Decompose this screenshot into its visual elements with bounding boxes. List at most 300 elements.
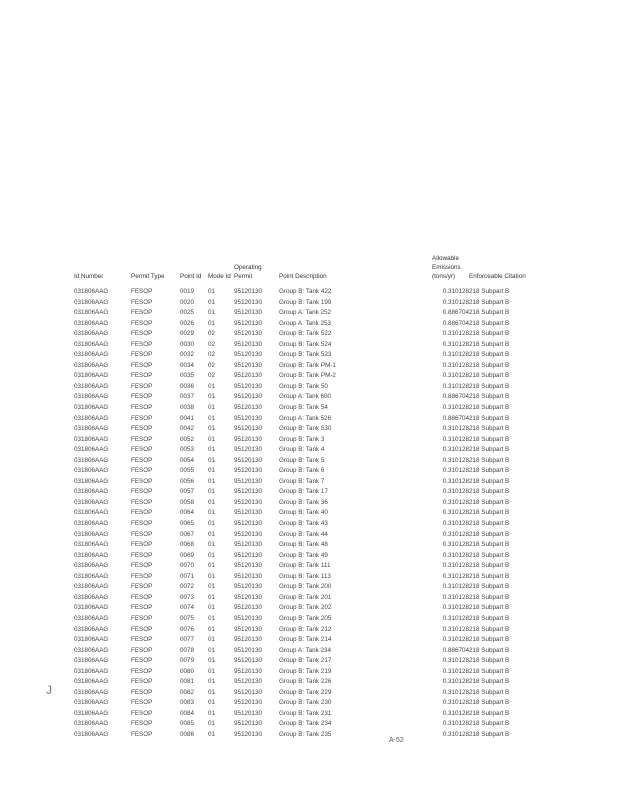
cell-mode-id: 01 (208, 309, 216, 317)
cell-point-id: 0077 (180, 636, 195, 644)
cell-point-description: Group B: Tank 199 (279, 298, 332, 306)
table-row (74, 382, 549, 393)
table-row (74, 445, 549, 456)
table-row (74, 688, 549, 699)
cell-permit-type: FESOP (131, 340, 153, 348)
cell-allowable-emissions: 0.310128 (442, 678, 469, 686)
cell-enforceable-citation: 218 Subpart B (469, 709, 510, 717)
cell-mode-id: 02 (208, 351, 216, 359)
cell-point-description: Group B: Tank 200 (279, 583, 332, 591)
cell-allowable-emissions: 0.310128 (442, 361, 469, 369)
cell-id-number: 031806AAG (74, 530, 109, 538)
cell-permit-type: FESOP (131, 298, 153, 306)
cell-allowable-emissions: 0.310128 (442, 435, 469, 443)
table-row (74, 698, 549, 709)
cell-permit-type: FESOP (131, 393, 153, 401)
cell-point-description: Group B: Tank 201 (279, 593, 332, 601)
cell-enforceable-citation: 218 Subpart B (469, 593, 510, 601)
cell-allowable-emissions: 0.310128 (442, 541, 469, 549)
cell-id-number: 031806AAG (74, 699, 109, 707)
cell-allowable-emissions: 0.310128 (442, 467, 469, 475)
cell-point-id: 0026 (180, 319, 195, 327)
cell-point-id: 0073 (180, 593, 195, 601)
cell-point-id: 0058 (180, 498, 195, 506)
cell-allowable-emissions: 0.310128 (442, 382, 469, 390)
cell-operating-permit: 95120130 (234, 288, 263, 295)
cell-operating-permit: 95120130 (234, 372, 263, 380)
table-row (74, 350, 549, 361)
cell-permit-type: FESOP (131, 509, 153, 517)
cell-enforceable-citation: 218 Subpart B (469, 572, 510, 580)
cell-mode-id: 01 (208, 657, 216, 665)
cell-point-id: 0041 (180, 414, 195, 422)
cell-enforceable-citation: 218 Subpart B (469, 625, 510, 633)
cell-enforceable-citation: 218 Subpart B (469, 730, 510, 738)
cell-permit-type: FESOP (131, 604, 153, 612)
cell-enforceable-citation: 218 Subpart B (469, 298, 510, 306)
cell-id-number: 031806AAG (74, 330, 109, 338)
table-row (74, 414, 549, 425)
table-row (74, 540, 549, 551)
margin-mark: J (46, 683, 52, 697)
cell-id-number: 031806AAG (74, 551, 109, 559)
cell-allowable-emissions: 0.310128 (442, 488, 469, 496)
cell-enforceable-citation: 218 Subpart B (469, 562, 510, 570)
cell-operating-permit: 95120130 (234, 509, 263, 517)
cell-allowable-emissions: 0.310128 (442, 330, 469, 338)
cell-point-description: Group B: Tank 4 (279, 446, 325, 454)
cell-permit-type: FESOP (131, 467, 153, 475)
cell-id-number: 031806AAG (74, 625, 109, 633)
cell-operating-permit: 95120130 (234, 456, 263, 464)
emissions-table (74, 254, 549, 741)
cell-point-id: 0052 (180, 435, 195, 443)
cell-permit-type: FESOP (131, 551, 153, 559)
cell-point-id: 0020 (180, 298, 195, 306)
cell-permit-type: FESOP (131, 720, 153, 728)
table-row (74, 298, 549, 309)
cell-enforceable-citation: 218 Subpart B (469, 657, 510, 665)
cell-point-description: Group A: Tank 600 (279, 393, 332, 401)
cell-mode-id: 01 (208, 593, 216, 601)
cell-permit-type: FESOP (131, 309, 153, 317)
cell-operating-permit: 95120130 (234, 562, 263, 570)
cell-mode-id: 02 (208, 340, 216, 348)
cell-mode-id: 01 (208, 498, 216, 506)
cell-permit-type: FESOP (131, 435, 153, 443)
cell-allowable-emissions: 0.310128 (442, 657, 469, 665)
cell-allowable-emissions: 0.310128 (442, 593, 469, 601)
cell-permit-type: FESOP (131, 498, 153, 506)
table-row (74, 646, 549, 657)
cell-enforceable-citation: 218 Subpart B (469, 688, 510, 696)
cell-point-description: Group B: Tank 230 (279, 699, 332, 707)
cell-point-id: 0056 (180, 477, 195, 485)
cell-point-id: 0081 (180, 678, 195, 686)
cell-enforceable-citation: 218 Subpart B (469, 309, 510, 317)
cell-point-id: 0076 (180, 625, 195, 633)
cell-point-description: Group B: Tank 524 (279, 340, 332, 348)
cell-operating-permit: 95120130 (234, 425, 263, 433)
cell-operating-permit: 95120130 (234, 720, 263, 728)
cell-point-description: Group A: Tank 526 (279, 414, 332, 422)
cell-operating-permit: 95120130 (234, 646, 263, 654)
cell-id-number: 031806AAG (74, 414, 109, 422)
cell-allowable-emissions: 0.310128 (442, 288, 469, 295)
table-row (74, 308, 549, 319)
cell-allowable-emissions: 0.310128 (442, 520, 469, 528)
cell-operating-permit: 95120130 (234, 520, 263, 528)
cell-permit-type: FESOP (131, 657, 153, 665)
cell-id-number: 031806AAG (74, 520, 109, 528)
cell-point-id: 0078 (180, 646, 195, 654)
cell-point-description: Group B: Tank 3 (279, 435, 325, 443)
table-row (74, 466, 549, 477)
cell-permit-type: FESOP (131, 477, 153, 485)
cell-id-number: 031806AAG (74, 498, 109, 506)
cell-permit-type: FESOP (131, 678, 153, 686)
cell-permit-type: FESOP (131, 488, 153, 496)
cell-allowable-emissions: 0.310128 (442, 667, 469, 675)
cell-mode-id: 01 (208, 636, 216, 644)
cell-point-description: Group B: Tank 50 (279, 382, 328, 390)
cell-mode-id: 01 (208, 541, 216, 549)
cell-operating-permit: 95120130 (234, 330, 263, 338)
cell-id-number: 031806AAG (74, 319, 109, 327)
cell-allowable-emissions: 0.310128 (442, 625, 469, 633)
cell-mode-id: 01 (208, 520, 216, 528)
cell-allowable-emissions: 0.886704 (442, 414, 469, 422)
cell-permit-type: FESOP (131, 593, 153, 601)
cell-point-id: 0055 (180, 467, 195, 475)
cell-permit-type: FESOP (131, 520, 153, 528)
cell-allowable-emissions: 0.886704 (442, 319, 469, 327)
table-row (74, 614, 549, 625)
cell-mode-id: 01 (208, 298, 216, 306)
header-id-number: Id Number (74, 273, 104, 280)
cell-operating-permit: 95120130 (234, 604, 263, 612)
cell-mode-id: 01 (208, 688, 216, 696)
cell-operating-permit: 95120130 (234, 614, 263, 622)
cell-mode-id: 01 (208, 425, 216, 433)
cell-id-number: 031806AAG (74, 351, 109, 359)
table-row (74, 561, 549, 572)
cell-operating-permit: 95120130 (234, 583, 263, 591)
cell-point-description: Group B: Tank 111 (279, 562, 331, 570)
cell-permit-type: FESOP (131, 330, 153, 338)
cell-operating-permit: 95120130 (234, 636, 263, 644)
table-row (74, 392, 549, 403)
cell-allowable-emissions: 0.310128 (442, 730, 469, 738)
cell-point-id: 0072 (180, 583, 195, 591)
cell-id-number: 031806AAG (74, 404, 109, 412)
cell-point-id: 0086 (180, 730, 195, 738)
cell-permit-type: FESOP (131, 530, 153, 538)
cell-point-description: Group B: Tank 49 (279, 551, 328, 559)
table-row (74, 340, 549, 351)
cell-enforceable-citation: 218 Subpart B (469, 340, 510, 348)
cell-id-number: 031806AAG (74, 667, 109, 675)
cell-id-number: 031806AAG (74, 562, 109, 570)
cell-point-description: Group B: Tank 5 (279, 456, 325, 464)
table-row (74, 403, 549, 414)
cell-id-number: 031806AAG (74, 435, 109, 443)
cell-id-number: 031806AAG (74, 298, 109, 306)
cell-id-number: 031806AAG (74, 678, 109, 686)
cell-enforceable-citation: 218 Subpart B (469, 699, 510, 707)
cell-id-number: 031806AAG (74, 636, 109, 644)
cell-permit-type: FESOP (131, 709, 153, 717)
cell-id-number: 031806AAG (74, 730, 109, 738)
cell-permit-type: FESOP (131, 646, 153, 654)
cell-enforceable-citation: 218 Subpart B (469, 414, 510, 422)
cell-mode-id: 01 (208, 404, 216, 412)
cell-enforceable-citation: 218 Subpart B (469, 351, 510, 359)
cell-operating-permit: 95120130 (234, 498, 263, 506)
cell-id-number: 031806AAG (74, 467, 109, 475)
cell-point-id: 0038 (180, 404, 195, 412)
cell-permit-type: FESOP (131, 625, 153, 633)
table-row (74, 435, 549, 446)
cell-operating-permit: 95120130 (234, 688, 263, 696)
cell-point-id: 0085 (180, 720, 195, 728)
cell-enforceable-citation: 218 Subpart B (469, 361, 510, 369)
cell-point-description: Group B: Tank 217 (279, 657, 332, 665)
cell-operating-permit: 95120130 (234, 488, 263, 496)
cell-allowable-emissions: 0.310128 (442, 614, 469, 622)
cell-enforceable-citation: 218 Subpart B (469, 678, 510, 686)
cell-mode-id: 01 (208, 467, 216, 475)
cell-allowable-emissions: 0.310128 (442, 530, 469, 538)
cell-enforceable-citation: 218 Subpart B (469, 720, 510, 728)
cell-id-number: 031806AAG (74, 509, 109, 517)
cell-allowable-emissions: 0.310128 (442, 425, 469, 433)
cell-operating-permit: 95120130 (234, 319, 263, 327)
cell-mode-id: 01 (208, 530, 216, 538)
cell-permit-type: FESOP (131, 636, 153, 644)
cell-enforceable-citation: 218 Subpart B (469, 435, 510, 443)
cell-mode-id: 01 (208, 456, 216, 464)
cell-permit-type: FESOP (131, 562, 153, 570)
cell-enforceable-citation: 218 Subpart B (469, 382, 510, 390)
cell-mode-id: 01 (208, 699, 216, 707)
cell-point-id: 0084 (180, 709, 195, 717)
cell-operating-permit: 95120130 (234, 667, 263, 675)
cell-point-description: Group B: Tank 36 (279, 498, 328, 506)
cell-id-number: 031806AAG (74, 646, 109, 654)
header-mode-id: Mode Id (208, 273, 231, 280)
cell-id-number: 031806AAG (74, 541, 109, 549)
cell-point-id: 0080 (180, 667, 195, 675)
cell-enforceable-citation: 218 Subpart B (469, 288, 510, 295)
cell-operating-permit: 95120130 (234, 709, 263, 717)
cell-enforceable-citation: 218 Subpart B (469, 319, 510, 327)
cell-enforceable-citation: 218 Subpart B (469, 509, 510, 517)
cell-mode-id: 01 (208, 414, 216, 422)
cell-enforceable-citation: 218 Subpart B (469, 604, 510, 612)
cell-mode-id: 01 (208, 625, 216, 633)
cell-point-id: 0068 (180, 541, 195, 549)
header-permit-type: Permit Type (131, 273, 165, 280)
cell-mode-id: 01 (208, 678, 216, 686)
cell-point-id: 0071 (180, 572, 195, 580)
cell-id-number: 031806AAG (74, 709, 109, 717)
cell-point-id: 0029 (180, 330, 195, 338)
cell-enforceable-citation: 218 Subpart B (469, 520, 510, 528)
cell-enforceable-citation: 218 Subpart B (469, 477, 510, 485)
cell-id-number: 031806AAG (74, 393, 109, 401)
cell-permit-type: FESOP (131, 730, 153, 738)
page-number: A-52 (389, 737, 404, 744)
cell-point-id: 0065 (180, 520, 195, 528)
table-row (74, 730, 549, 741)
cell-point-description: Group B: Tank 113 (279, 572, 331, 580)
cell-operating-permit: 95120130 (234, 678, 263, 686)
cell-allowable-emissions: 0.310128 (442, 498, 469, 506)
cell-id-number: 031806AAG (74, 614, 109, 622)
header-point-id: Point Id (180, 273, 202, 280)
cell-operating-permit: 95120130 (234, 382, 263, 390)
cell-mode-id: 01 (208, 382, 216, 390)
cell-permit-type: FESOP (131, 688, 153, 696)
cell-mode-id: 01 (208, 646, 216, 654)
cell-mode-id: 01 (208, 488, 216, 496)
cell-mode-id: 01 (208, 509, 216, 517)
cell-point-id: 0042 (180, 425, 195, 433)
cell-id-number: 031806AAG (74, 340, 109, 348)
cell-mode-id: 01 (208, 709, 216, 717)
cell-point-id: 0082 (180, 688, 195, 696)
table-row (74, 477, 549, 488)
cell-point-id: 0069 (180, 551, 195, 559)
cell-point-description: Group B: Tank 234 (279, 720, 332, 728)
cell-point-description: Group B: Tank 522 (279, 330, 332, 338)
cell-mode-id: 02 (208, 372, 216, 380)
cell-point-description: Group B: Tank 235 (279, 730, 332, 738)
cell-enforceable-citation: 218 Subpart B (469, 446, 510, 454)
table-row (74, 519, 549, 530)
cell-point-id: 0075 (180, 614, 195, 622)
cell-allowable-emissions: 0.310128 (442, 340, 469, 348)
cell-permit-type: FESOP (131, 425, 153, 433)
cell-permit-type: FESOP (131, 351, 153, 359)
cell-allowable-emissions: 0.310128 (442, 709, 469, 717)
cell-mode-id: 01 (208, 730, 216, 738)
cell-enforceable-citation: 218 Subpart B (469, 393, 510, 401)
table-row (74, 572, 549, 583)
cell-allowable-emissions: 0.310128 (442, 477, 469, 485)
cell-point-description: Group B: Tank 54 (279, 404, 328, 412)
cell-enforceable-citation: 218 Subpart B (469, 636, 510, 644)
table-row (74, 287, 549, 298)
cell-operating-permit: 95120130 (234, 541, 263, 549)
cell-mode-id: 01 (208, 604, 216, 612)
cell-mode-id: 02 (208, 361, 216, 369)
cell-allowable-emissions: 0.310128 (442, 298, 469, 306)
cell-operating-permit: 95120130 (234, 340, 263, 348)
cell-allowable-emissions: 0.886704 (442, 309, 469, 317)
cell-operating-permit: 95120130 (234, 393, 263, 401)
cell-enforceable-citation: 218 Subpart B (469, 488, 510, 496)
cell-point-description: Group B: Tank 17 (279, 488, 328, 496)
header-enforceable-citation: Enforceable Citation (469, 273, 526, 280)
table-row (74, 677, 549, 688)
cell-operating-permit: 95120130 (234, 572, 263, 580)
cell-permit-type: FESOP (131, 361, 153, 369)
cell-mode-id: 01 (208, 583, 216, 591)
cell-point-id: 0019 (180, 288, 195, 295)
cell-allowable-emissions: 0.310128 (442, 604, 469, 612)
cell-point-id: 0036 (180, 382, 195, 390)
cell-allowable-emissions: 0.310128 (442, 551, 469, 559)
cell-enforceable-citation: 218 Subpart B (469, 330, 510, 338)
table-row (74, 625, 549, 636)
cell-point-id: 0053 (180, 446, 195, 454)
table-row (74, 667, 549, 678)
cell-point-description: Group B: Tank 43 (279, 520, 328, 528)
cell-operating-permit: 95120130 (234, 730, 263, 738)
cell-point-id: 0032 (180, 351, 195, 359)
cell-id-number: 031806AAG (74, 361, 109, 369)
table-row (74, 551, 549, 562)
cell-permit-type: FESOP (131, 456, 153, 464)
table-row (74, 508, 549, 519)
cell-point-id: 0035 (180, 372, 195, 380)
table-row (74, 329, 549, 340)
cell-allowable-emissions: 0.310128 (442, 509, 469, 517)
cell-mode-id: 01 (208, 435, 216, 443)
cell-id-number: 031806AAG (74, 309, 109, 317)
cell-operating-permit: 95120130 (234, 625, 263, 633)
cell-permit-type: FESOP (131, 414, 153, 422)
cell-point-id: 0070 (180, 562, 195, 570)
cell-allowable-emissions: 0.310128 (442, 720, 469, 728)
header-operating-permit: Operating Permit (234, 264, 262, 280)
cell-point-id: 0030 (180, 340, 195, 348)
cell-permit-type: FESOP (131, 446, 153, 454)
cell-point-description: Group B: Tank 530 (279, 425, 332, 433)
table-row (74, 319, 549, 330)
cell-enforceable-citation: 218 Subpart B (469, 551, 510, 559)
cell-operating-permit: 95120130 (234, 446, 263, 454)
cell-mode-id: 01 (208, 288, 216, 295)
cell-enforceable-citation: 218 Subpart B (469, 456, 510, 464)
cell-allowable-emissions: 0.310128 (442, 583, 469, 591)
cell-point-id: 0083 (180, 699, 195, 707)
cell-point-id: 0057 (180, 488, 195, 496)
cell-mode-id: 01 (208, 477, 216, 485)
cell-id-number: 031806AAG (74, 456, 109, 464)
cell-operating-permit: 95120130 (234, 404, 263, 412)
table-row (74, 603, 549, 614)
cell-mode-id: 01 (208, 393, 216, 401)
cell-allowable-emissions: 0.310128 (442, 372, 469, 380)
cell-permit-type: FESOP (131, 382, 153, 390)
cell-mode-id: 01 (208, 667, 216, 675)
table-row (74, 530, 549, 541)
cell-point-id: 0054 (180, 456, 195, 464)
cell-point-description: Group B: Tank PM-1 (279, 361, 336, 369)
cell-allowable-emissions: 0.886704 (442, 646, 469, 654)
cell-point-description: Group B: Tank 226 (279, 678, 332, 686)
cell-mode-id: 01 (208, 319, 216, 327)
cell-operating-permit: 95120130 (234, 551, 263, 559)
cell-point-description: Group B: Tank 523 (279, 351, 332, 359)
cell-permit-type: FESOP (131, 614, 153, 622)
cell-permit-type: FESOP (131, 667, 153, 675)
cell-operating-permit: 95120130 (234, 414, 263, 422)
cell-operating-permit: 95120130 (234, 657, 263, 665)
